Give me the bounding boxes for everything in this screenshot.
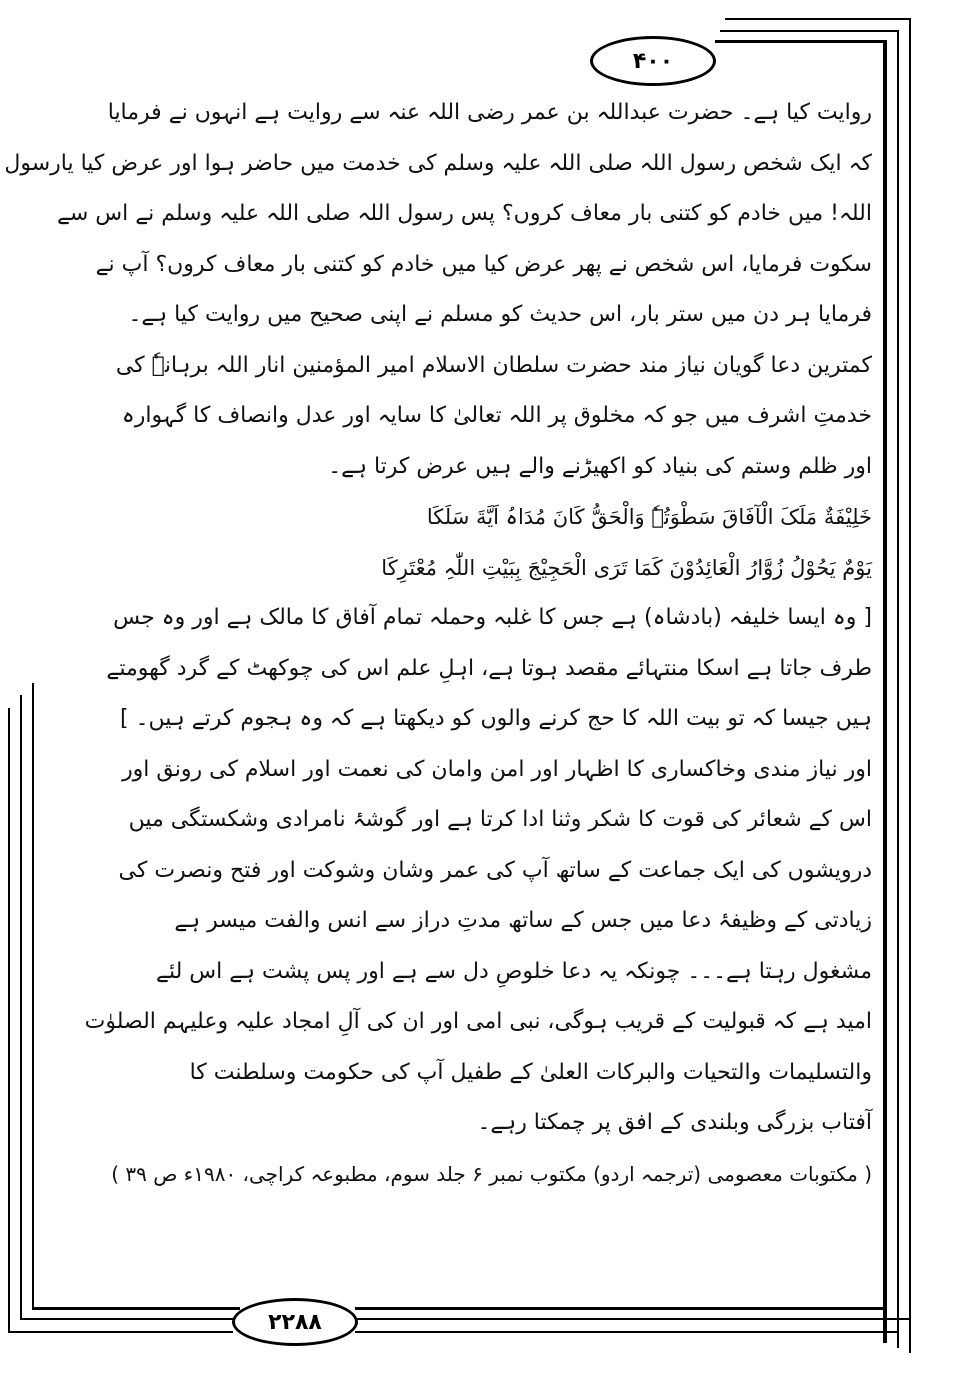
frame-top-middle [720,30,899,32]
text-line: سکوت فرمایا، اس شخص نے پھر عرض کیا میں خادم کو کتنی بار معاف کروں؟ آپ نے [95,251,872,277]
frame-right-middle [897,30,899,1348]
frame-bottom-middle-right [355,1318,911,1320]
text-line: طرف جاتا ہے اسکا منتہائے مقصد ہوتا ہے، اہلِ علم اس کی چوکھٹ کے گرد گھومتے [106,655,872,681]
citation: ( مکتوبات معصومی (ترجمہ اردو) مکتوب نمبر ۶ جلد سوم، مطبوعہ کراچی، ۱۹۸۰ء ص ۳۹ ) [111,1161,872,1186]
frame-top-inner [715,40,887,43]
arabic-verse-line: خَلِیْفَةٌ مَلَکَ الْآفَاقَ سَطْوَتُہٗ وَالْحَقُّ کَانَ مُدَاہُ اَیَّةَ سَلَکَا [426,505,872,529]
frame-left-inner [32,683,34,1310]
text-line: مشغول رہتا ہے۔۔۔ چونکہ یہ دعا خلوصِ دل سے ہے اور پس پشت ہے اس لئے [156,958,872,984]
frame-bottom-outer-left [8,1331,233,1333]
frame-bottom-inner-left [32,1307,240,1310]
text-line: درویشوں کی ایک جماعت کے ساتھ آپ کی عمر وشان وشوکت اور فتح ونصرت کی [118,857,872,883]
body-text [4,88,872,1199]
text-line: [ وہ ایسا خلیفہ (بادشاہ) ہے جس کا غلبہ وحملہ تمام آفاق کا مالک ہے اور وہ جس [113,605,872,630]
top-page-number: ۴۰۰ [590,36,716,86]
text-line: زیادتی کے وظیفۂ دعا میں جس کے ساتھ مدتِ دراز سے انس والفت میسر ہے [174,908,872,933]
text-line: کمترین دعا گویان نیاز مند حضرت سلطان الاسلام امیر المؤمنین انار اللہ برہانہٗ کی [115,352,872,378]
frame-right-inner [883,40,887,1343]
frame-bottom-middle-left [20,1318,240,1320]
frame-bottom-outer-right [355,1331,898,1333]
frame-left-middle [20,695,22,1320]
text-line: اور نیاز مندی وخاکساری کا اظہار اور امن وامان کی نعمت اور اسلام کی رونق اور [122,756,872,782]
frame-left-outer [8,708,10,1333]
frame-right-outer [909,18,911,1353]
text-line: ہیں جیسا کہ تو بیت اللہ کا حج کرنے والوں کو دیکھتا ہے کہ وہ ہجوم کرتے ہیں۔ ] [120,706,872,731]
text-line: والتسلیمات والتحیات والبرکات العلیٰ کے طفیل آپ کی حکومت وسلطنت کا [189,1059,872,1085]
text-line: امید ہے کہ قبولیت کے قریب ہوگی، نبی امی اور ان کی آلِ امجاد علیہ وعلیہم الصلوٰت [84,1009,872,1034]
frame-top-outer [725,18,911,20]
text-line: خدمتِ اشرف میں جو کہ مخلوق پر اللہ تعالیٰ کا سایہ اور عدل وانصاف کا گہوارہ [121,403,872,428]
text-line: آفتاب بزرگی وبلندی کے افق پر چمکتا رہے۔ [477,1110,872,1135]
text-line: اس کے شعائر کی قوت کا شکر وثنا ادا کرتا ہے اور گوشۂ نامرادی وشکستگی میں [128,807,872,832]
frame-bottom-inner-right [355,1307,885,1310]
text-line: روایت کیا ہے۔ حضرت عبداللہ بن عمر رضی اللہ عنہ سے روایت ہے انہوں نے فرمایا [107,100,872,125]
text-line: اور ظلم وستم کی بنیاد کو اکھیڑنے والے ہیں عرض کرتا ہے۔ [328,453,872,479]
text-line: اللہ! میں خادم کو کتنی بار معاف کروں؟ پس رسول اللہ صلی اللہ علیہ وسلم نے اس سے [56,201,872,226]
bottom-page-number: ۲۲۸۸ [232,1298,358,1346]
text-line: فرمایا ہر دن میں ستر بار، اس حدیث کو مسلم نے اپنی صحیح میں روایت کیا ہے۔ [128,302,872,327]
text-line: کہ ایک شخص رسول اللہ صلی اللہ علیہ وسلم کی خدمت میں حاضر ہوا اور عرض کیا یارسول [4,150,872,176]
arabic-verse-line: یَوْمٌ یَحُوْلُ زُوَّارُ الْعَائِدُوْنَ کَمَا تَرَی الْحَجِیْجَ بِبَیْتِ اللّٰہِ مُعْتَرِکَا [381,555,872,580]
